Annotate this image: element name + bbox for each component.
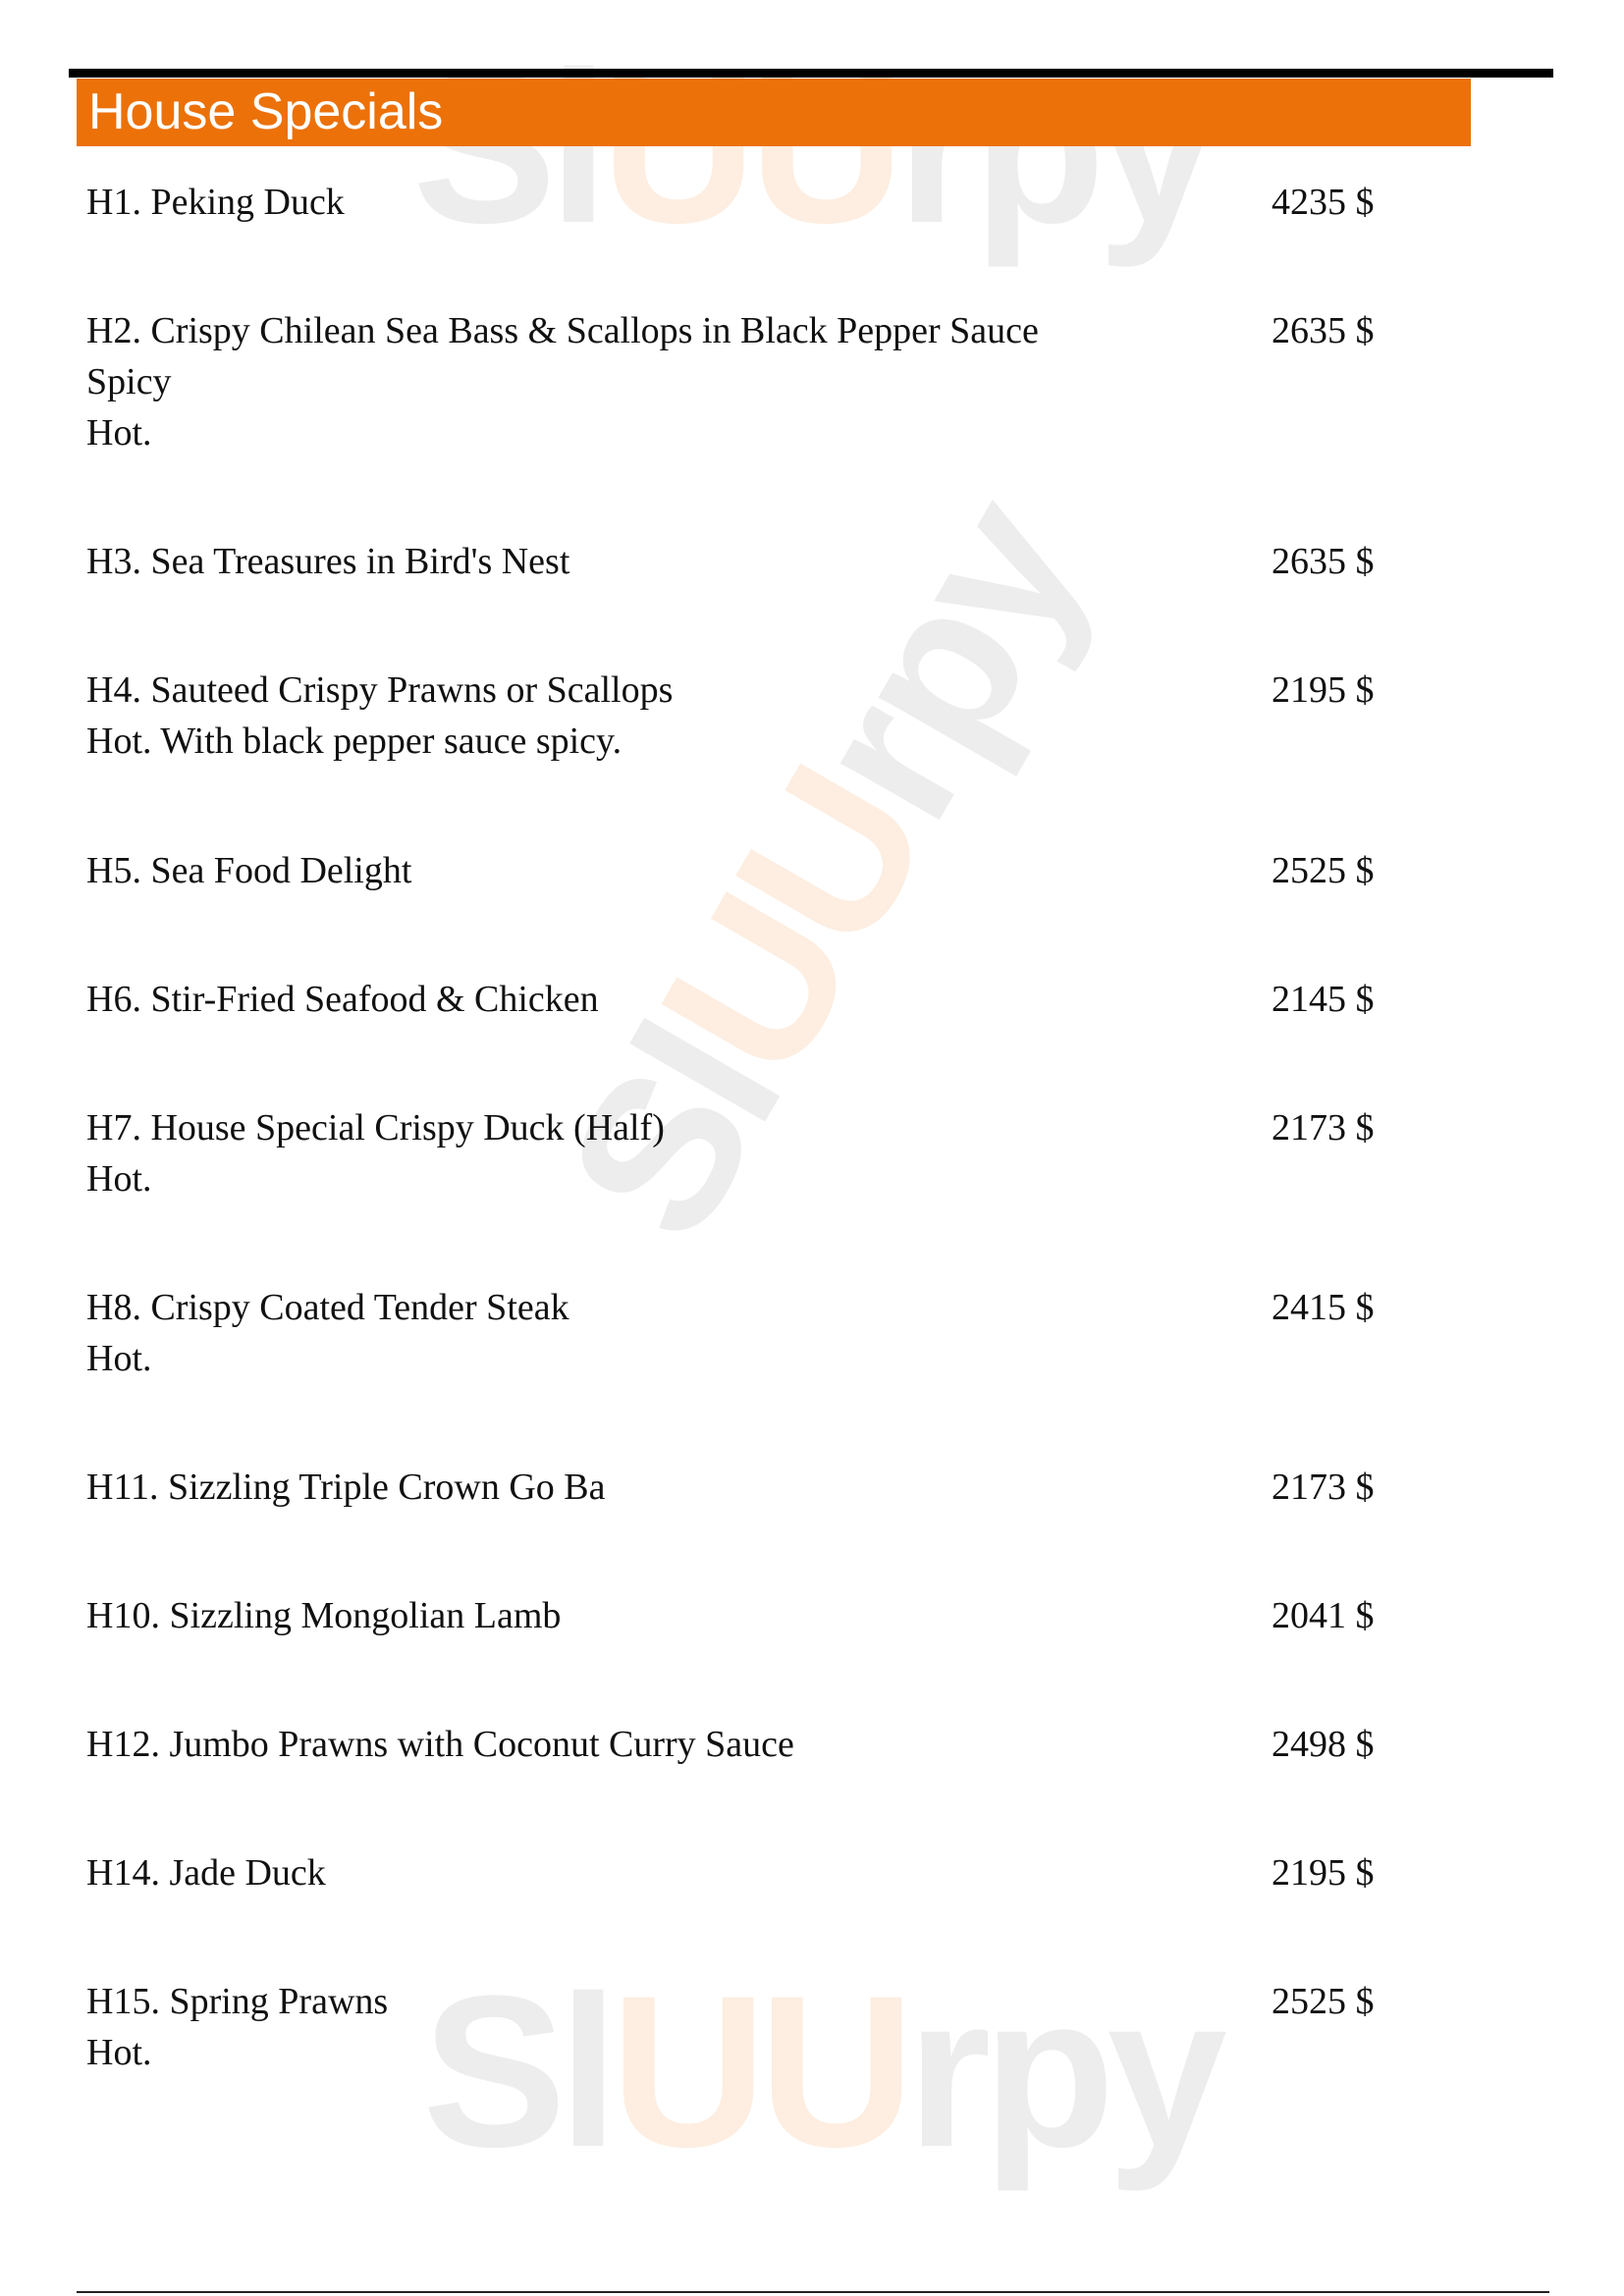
item-price: 2635 $: [1272, 310, 1375, 351]
item-description: Hot.: [86, 1158, 152, 1200]
item-price: 2635 $: [1272, 541, 1375, 582]
item-name: H6. Stir-Fried Seafood & Chicken: [86, 979, 599, 1020]
item-price: 2195 $: [1272, 669, 1375, 711]
item-name: H12. Jumbo Prawns with Coconut Curry Sauce: [86, 1724, 794, 1765]
item-name: H2. Crispy Chilean Sea Bass & Scallops in Black Pepper Sauce: [86, 310, 1039, 351]
item-name: H5. Sea Food Delight: [86, 850, 412, 891]
watermark-text: UU: [610, 1950, 907, 2192]
item-price: 4235 $: [1272, 182, 1375, 223]
section-title: House Specials: [88, 83, 444, 140]
item-price: 2415 $: [1272, 1287, 1375, 1328]
item-price: 2525 $: [1272, 850, 1375, 891]
section-banner: [77, 79, 1471, 146]
watermark-text: Sl: [412, 27, 601, 268]
watermark-text: rpy: [906, 1950, 1219, 2192]
item-price: 2525 $: [1272, 1981, 1375, 2022]
item-price: 2195 $: [1272, 1852, 1375, 1894]
watermark-text: Sl: [422, 1950, 611, 2192]
item-name: H10. Sizzling Mongolian Lamb: [86, 1595, 562, 1636]
watermark-text: UU: [614, 735, 972, 1113]
item-name: H4. Sauteed Crispy Prawns or Scallops: [86, 669, 674, 711]
item-name: H14. Jade Duck: [86, 1852, 326, 1894]
top-divider: [69, 69, 1553, 78]
item-price: 2173 $: [1272, 1107, 1375, 1148]
item-name: H11. Sizzling Triple Crown Go Ba: [86, 1467, 606, 1508]
item-description: Hot.: [86, 2032, 152, 2073]
watermark-text: Sl: [519, 991, 824, 1276]
item-name: H1. Peking Duck: [86, 182, 345, 223]
watermark-text: rpy: [896, 27, 1210, 268]
item-price: 2145 $: [1272, 979, 1375, 1020]
item-name: H3. Sea Treasures in Bird's Nest: [86, 541, 570, 582]
item-price: 2173 $: [1272, 1467, 1375, 1508]
bottom-divider: [77, 2291, 1549, 2293]
item-name: H7. House Special Crispy Duck (Half): [86, 1107, 665, 1148]
watermark-text: rpy: [762, 464, 1128, 857]
item-price: 2041 $: [1272, 1595, 1375, 1636]
item-name: H8. Crispy Coated Tender Steak: [86, 1287, 569, 1328]
item-name: H15. Spring Prawns: [86, 1981, 389, 2022]
watermark-text: UU: [600, 27, 897, 268]
item-description: Hot.: [86, 1338, 152, 1379]
item-description: Spicy Hot.: [86, 361, 172, 454]
item-price: 2498 $: [1272, 1724, 1375, 1765]
item-description: Hot. With black pepper sauce spicy.: [86, 721, 623, 762]
